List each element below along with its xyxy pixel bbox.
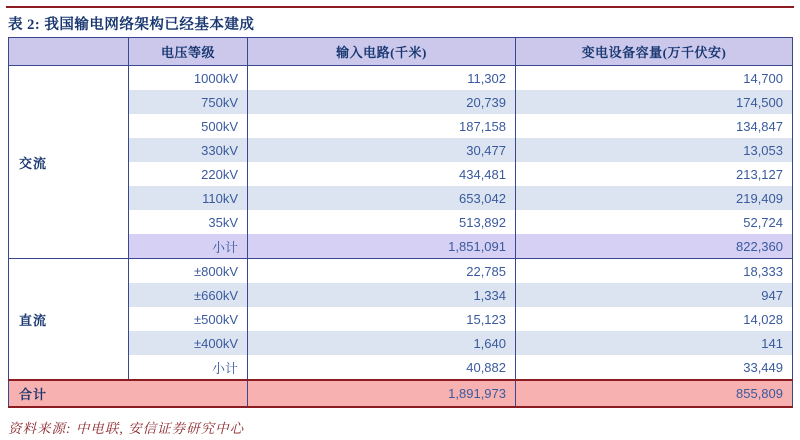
total-capacity-cell: 855,809 <box>516 380 793 407</box>
voltage-level-cell: 500kV <box>129 114 248 138</box>
circuit-km-cell: 513,892 <box>248 210 516 234</box>
circuit-km-cell: 653,042 <box>248 186 516 210</box>
total-circuit-cell: 1,891,973 <box>248 380 516 407</box>
voltage-level-cell: 小计 <box>129 355 248 380</box>
source-note: 资料来源: 中电联, 安信证券研究中心 <box>8 421 245 436</box>
circuit-km-cell: 434,481 <box>248 162 516 186</box>
total-label-cell: 合计 <box>9 380 248 407</box>
circuit-km-cell: 40,882 <box>248 355 516 380</box>
voltage-level-cell: 110kV <box>129 186 248 210</box>
header-circuit-km: 输入电路(千米) <box>248 38 516 66</box>
voltage-level-cell: ±400kV <box>129 331 248 355</box>
power-grid-table <box>8 37 793 408</box>
header-voltage-level: 电压等级 <box>129 38 248 66</box>
circuit-km-cell: 20,739 <box>248 90 516 114</box>
table-title: 表 2: 我国输电网络架构已经基本建成 <box>8 17 255 33</box>
category-cell: 直流 <box>9 259 129 381</box>
capacity-cell: 822,360 <box>516 234 793 259</box>
capacity-cell: 14,700 <box>516 66 793 91</box>
circuit-km-cell: 15,123 <box>248 307 516 331</box>
header-capacity-kva: 变电设备容量(万千伏安) <box>516 38 793 66</box>
capacity-cell: 174,500 <box>516 90 793 114</box>
capacity-cell: 134,847 <box>516 114 793 138</box>
header-category-blank <box>9 38 129 66</box>
voltage-level-cell: 220kV <box>129 162 248 186</box>
capacity-cell: 13,053 <box>516 138 793 162</box>
voltage-level-cell: 330kV <box>129 138 248 162</box>
capacity-cell: 52,724 <box>516 210 793 234</box>
capacity-cell: 14,028 <box>516 307 793 331</box>
circuit-km-cell: 1,851,091 <box>248 234 516 259</box>
header-row <box>9 38 793 66</box>
circuit-km-cell: 187,158 <box>248 114 516 138</box>
circuit-km-cell: 22,785 <box>248 259 516 284</box>
total-row <box>9 380 793 407</box>
category-cell: 交流 <box>9 66 129 259</box>
capacity-cell: 213,127 <box>516 162 793 186</box>
voltage-level-cell: 750kV <box>129 90 248 114</box>
capacity-cell: 947 <box>516 283 793 307</box>
circuit-km-cell: 30,477 <box>248 138 516 162</box>
voltage-level-cell: ±800kV <box>129 259 248 284</box>
voltage-level-cell: ±500kV <box>129 307 248 331</box>
voltage-level-cell: ±660kV <box>129 283 248 307</box>
voltage-level-cell: 1000kV <box>129 66 248 91</box>
capacity-cell: 33,449 <box>516 355 793 380</box>
capacity-cell: 141 <box>516 331 793 355</box>
voltage-level-cell: 35kV <box>129 210 248 234</box>
capacity-cell: 219,409 <box>516 186 793 210</box>
circuit-km-cell: 11,302 <box>248 66 516 91</box>
table-row <box>9 259 793 284</box>
capacity-cell: 18,333 <box>516 259 793 284</box>
top-rule-divider <box>6 6 794 8</box>
table-row <box>9 66 793 91</box>
circuit-km-cell: 1,640 <box>248 331 516 355</box>
circuit-km-cell: 1,334 <box>248 283 516 307</box>
voltage-level-cell: 小计 <box>129 234 248 259</box>
